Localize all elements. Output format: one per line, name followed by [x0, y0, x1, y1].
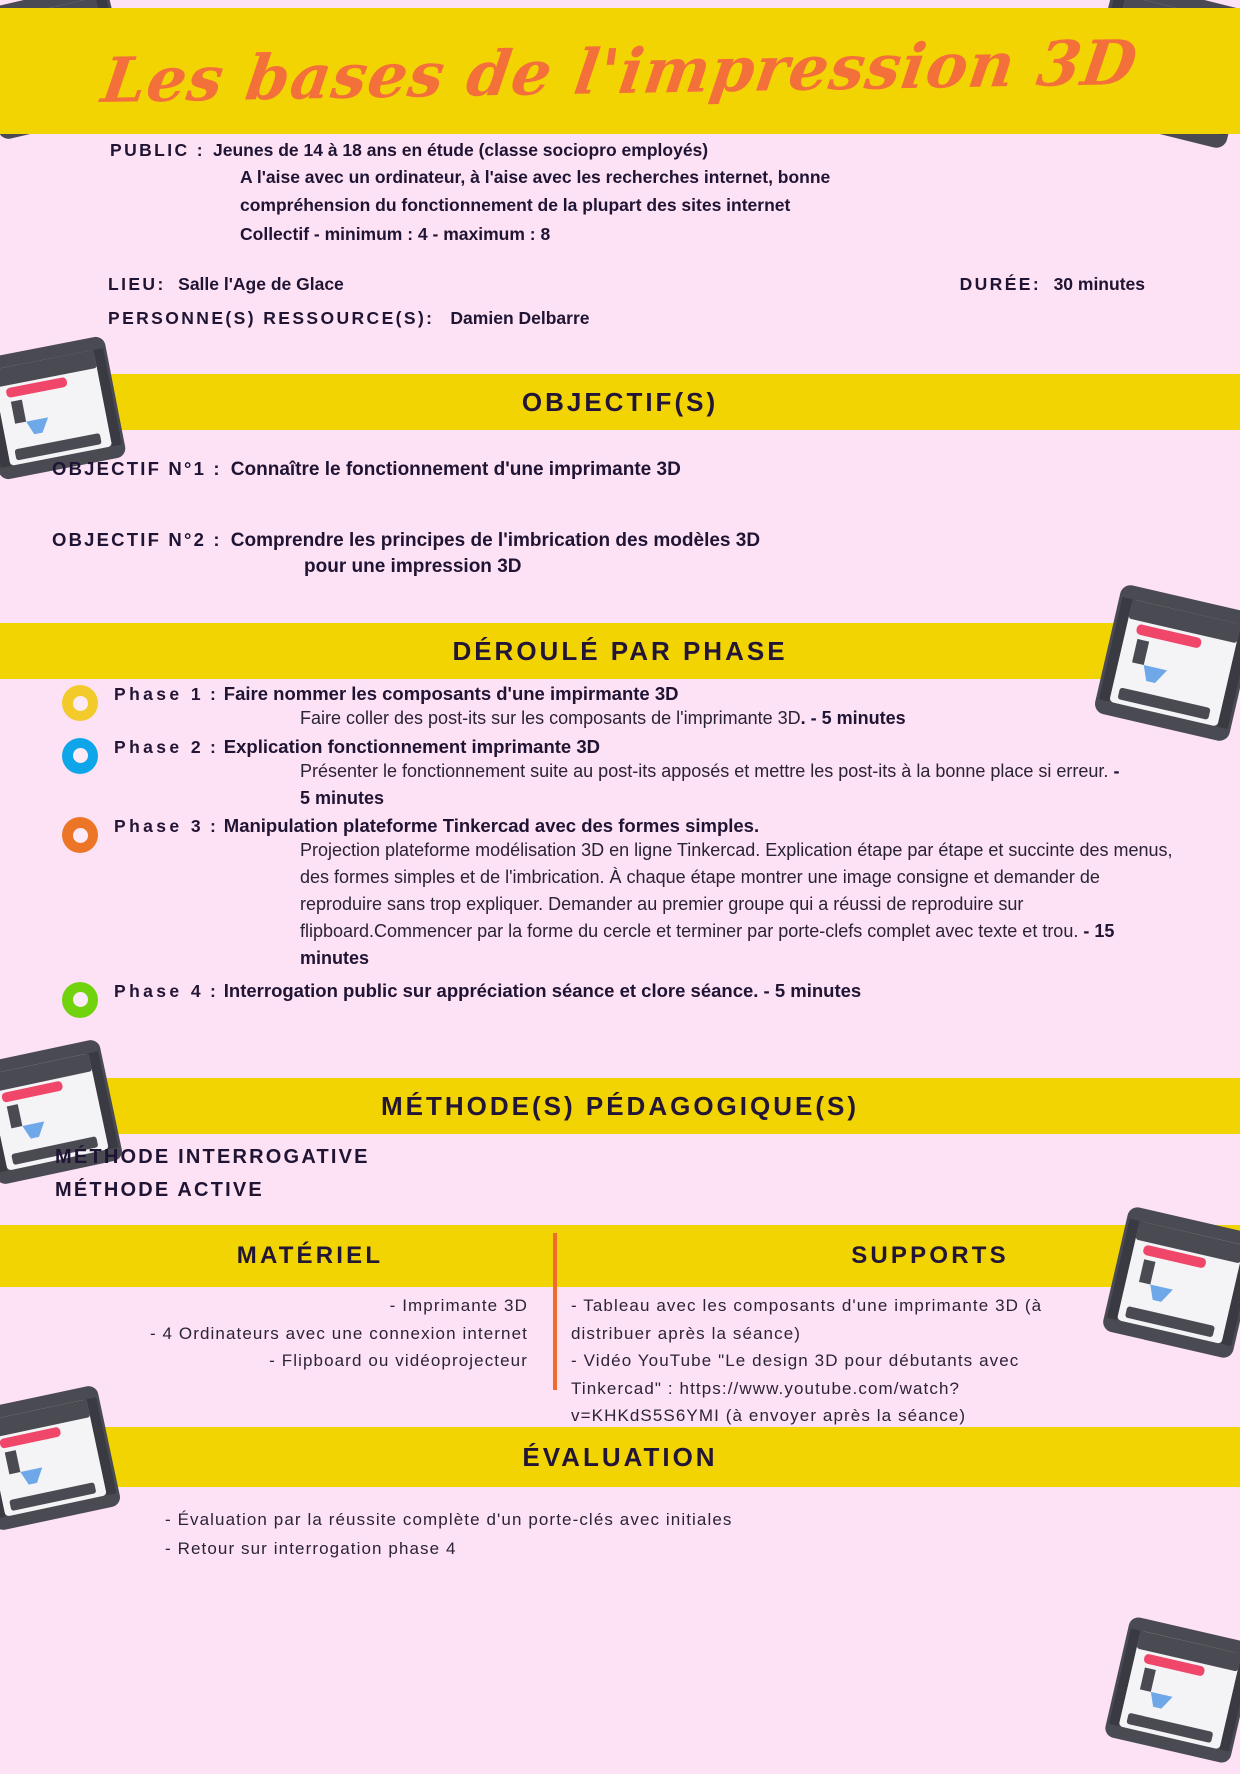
phase-1-heading: [62, 683, 1240, 705]
supports-column: [553, 1292, 1240, 1430]
phase-1-colon: :: [209, 684, 216, 704]
phase-item-4: [0, 980, 1240, 1002]
public-value-line-4: Collectif - minimum : 4 - maximum : 8: [240, 223, 551, 244]
duree-group: [960, 274, 1145, 295]
materiel-supports-headers: [0, 1225, 1240, 1287]
section-band-evaluation: [0, 1427, 1240, 1487]
title-banner: [0, 8, 1240, 134]
evaluation-item: - Évaluation par la réussite complète d'un porte-clés avec initiales: [165, 1510, 733, 1529]
materiel-item: - 4 Ordinateurs avec une connexion internet: [149, 1323, 528, 1343]
phase-4-key: Phase 4: [114, 980, 204, 1001]
public-row: [110, 140, 1240, 161]
phase-3-heading: [62, 815, 1240, 837]
phase-1-key: Phase 1: [114, 684, 204, 704]
public-value-line-3: compréhension du fonctionnement de la plupart des sites internet: [240, 195, 791, 216]
personne-ressource-row: [108, 308, 590, 329]
materiel-item: - Flipboard ou vidéoprojecteur: [269, 1351, 528, 1371]
section-title-methodes: MÉTHODE(S) PÉDAGOGIQUE(S): [380, 1090, 859, 1121]
phase-3-title: Manipulation plateforme Tinkercad avec des formes simples.: [223, 815, 760, 837]
objectif-2-value: Comprendre les principes de l'imbrication des modèles 3D: [230, 530, 761, 551]
public-value-line-1: Jeunes de 14 à 18 ans en étude (classe sociopro employés): [213, 140, 709, 160]
personne-label: PERSONNE(S) RESSOURCE(S):: [108, 308, 435, 328]
printer-icon-bottom-right: [1096, 1606, 1240, 1774]
phase-4-heading: [62, 980, 1240, 1002]
section-title-materiel: MATÉRIEL: [236, 1242, 384, 1269]
phase-4-bullet-icon: [62, 982, 98, 1018]
phase-4-title: Interrogation public sur appréciation séance et clore séance. - 5 minutes: [223, 979, 862, 1001]
phase-3-colon: :: [209, 816, 216, 837]
phase-2-bullet-icon: [62, 738, 98, 774]
section-title-supports: SUPPORTS: [851, 1242, 1009, 1269]
evaluation-list: [165, 1505, 733, 1563]
phase-3-description: [300, 837, 1240, 971]
phase-4-colon: :: [209, 980, 216, 1001]
duree-label: DURÉE:: [959, 274, 1042, 294]
materiel-column: [0, 1292, 553, 1430]
page-title: Les bases de l'impression 3D: [97, 25, 1143, 117]
section-band-methodes: [0, 1078, 1240, 1134]
phase-3-key: Phase 3: [114, 816, 204, 837]
objectif-item: [52, 529, 1152, 552]
supports-header-cell: [620, 1225, 1240, 1287]
phase-item-3: [0, 815, 1240, 971]
phase-1-duration: . - 5 minutes: [800, 708, 906, 728]
objectif-1-value: Connaître le fonctionnement d'une imprimante 3D: [230, 459, 681, 480]
phase-1-title: Faire nommer les composants d'une impirmante 3D: [223, 683, 679, 704]
lieu-label: LIEU:: [108, 274, 166, 294]
lieu-value: Salle l'Age de Glace: [178, 274, 344, 294]
phase-2-description: [300, 758, 1240, 812]
phase-3-duration: - 15 minutes: [300, 920, 1115, 968]
section-title-deroule: DÉROULÉ PAR PHASE: [452, 635, 788, 666]
phase-2-desc-text: Présenter le fonctionnement suite au post-its apposés et mettre les post-its à la bonne place si erreur.: [300, 760, 1109, 781]
personne-value: Damien Delbarre: [450, 308, 590, 328]
materiel-item: - Imprimante 3D: [389, 1296, 528, 1315]
phase-2-heading: [62, 736, 1240, 758]
phases-list: [0, 683, 1240, 1002]
materiel-header-cell: [0, 1225, 620, 1287]
phase-2-duration: - 5 minutes: [300, 760, 1120, 808]
phase-3-desc-text: Projection plateforme modélisation 3D en ligne Tinkercad. Explication étape par étape et succinte des menus, des formes simples et de l'imbrication. À chaque étape montrer une image consigne et demander de reproduire sans trop expliquer. Demander au premier groupe qui a réussi de reproduire sur flipboard.Commencer par la forme du cercle et terminer par porte-clefs complet avec texte et trou.: [300, 840, 1173, 941]
section-title-evaluation: ÉVALUATION: [522, 1441, 718, 1472]
evaluation-item: - Retour sur interrogation phase 4: [165, 1539, 457, 1559]
phase-1-description: [300, 705, 1240, 732]
header-info: [0, 140, 1240, 248]
section-title-objectifs: OBJECTIF(S): [521, 386, 719, 417]
materiel-supports-body: [0, 1292, 1240, 1430]
duree-value: 30 minutes: [1053, 274, 1145, 294]
lieu-duree-row: [0, 274, 1240, 295]
lieu-group: [108, 274, 344, 295]
public-label: PUBLIC :: [110, 140, 206, 160]
phase-2-key: Phase 2: [114, 736, 204, 757]
objectif-2-key: OBJECTIF N°2 :: [52, 529, 222, 550]
section-band-deroule: [0, 623, 1240, 679]
objectifs-list: [52, 458, 1152, 578]
objectif-2-continuation: pour une impression 3D: [304, 556, 522, 577]
phase-1-bullet-icon: [62, 685, 98, 721]
objectif-item: [52, 458, 1152, 481]
supports-item: - Vidéo YouTube "Le design 3D pour débutants avec Tinkercad" : https://www.youtube.com/watch?v=KHKdS5S6YMI (à envoyer après la séance): [571, 1351, 1020, 1426]
methodes-list: [55, 1146, 370, 1212]
phase-3-bullet-icon: [62, 817, 98, 853]
public-value-line-2: A l'aise avec un ordinateur, à l'aise avec les recherches internet, bonne: [240, 167, 831, 187]
methode-item: MÉTHODE ACTIVE: [55, 1179, 264, 1201]
phase-2-colon: :: [209, 736, 216, 757]
phase-item-2: [0, 736, 1240, 812]
section-band-objectifs: [0, 374, 1240, 430]
phase-2-title: Explication fonctionnement imprimante 3D: [223, 735, 601, 757]
phase-1-desc-text: Faire coller des post-its sur les composants de l'imprimante 3D: [300, 708, 801, 728]
phase-item-1: [0, 683, 1240, 732]
methode-item: MÉTHODE INTERROGATIVE: [55, 1146, 370, 1168]
objectif-1-key: OBJECTIF N°1 :: [52, 458, 222, 479]
column-divider-lower: [553, 1290, 557, 1390]
supports-item: - Tableau avec les composants d'une imprimante 3D (à distribuer après la séance): [571, 1296, 1043, 1343]
